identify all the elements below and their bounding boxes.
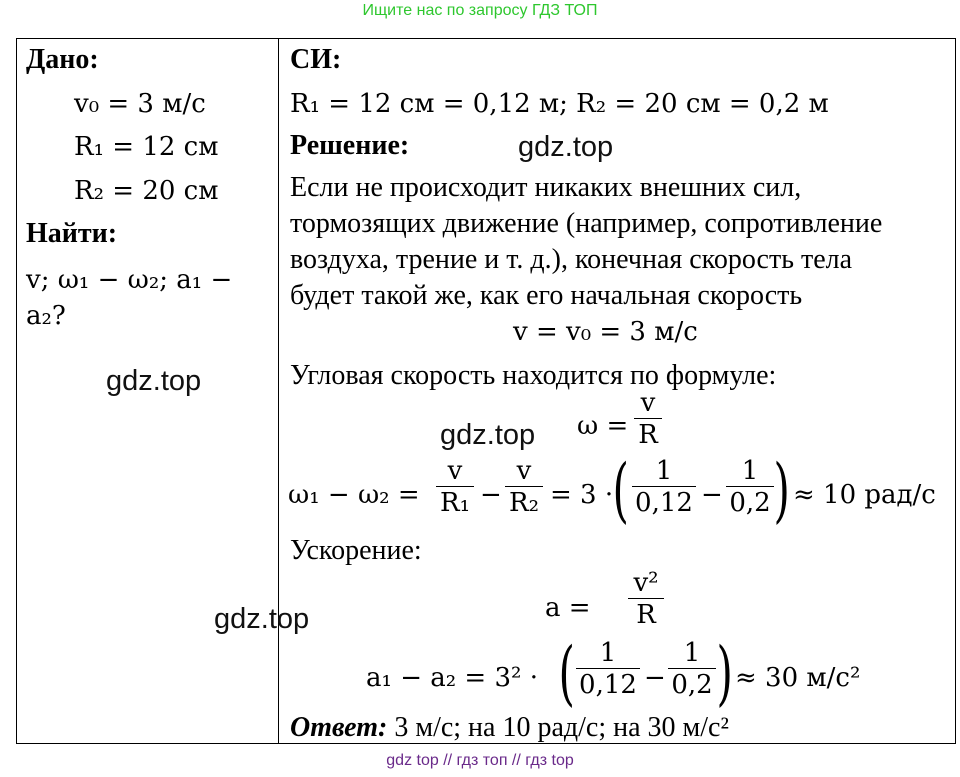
solution-text-line-3: воздуха, трение и т. д.), конечная скорость тела (290, 244, 853, 275)
fraction-numerator: v (447, 456, 463, 486)
minus-sign: − (644, 663, 666, 693)
a-diff-result: ≈ 30 м/с² (735, 663, 861, 693)
minus-sign: − (701, 480, 723, 510)
solution-text-line-1: Если не происходит никаких внешних сил, (290, 172, 802, 203)
fraction-denominator: 0,12 (635, 488, 693, 518)
fraction-numerator: 1 (741, 456, 759, 486)
fraction-numerator: 1 (655, 456, 673, 486)
fraction-numerator: 1 (599, 638, 617, 668)
watermark: gdz.top (106, 365, 202, 397)
fraction-numerator: v (640, 388, 656, 418)
watermark: gdz.top (518, 131, 614, 163)
left-paren: ( (612, 449, 629, 531)
given-r2: R₂ = 20 см (74, 176, 219, 206)
fraction-numerator: 1 (683, 638, 701, 668)
a-lhs: a = (545, 593, 591, 623)
right-paren: ) (716, 632, 733, 714)
bottom-banner: gdz top // гдз топ // гдз top (386, 752, 574, 769)
fraction-v-over-r2 (505, 456, 543, 519)
answer-label: Ответ: (290, 712, 388, 743)
fraction-1-over-012 (632, 456, 696, 519)
fraction-v-over-r1 (436, 456, 474, 519)
acceleration-text: Ускорение: (290, 535, 422, 566)
fraction-numerator: v (516, 456, 532, 486)
omega-lhs: ω = (577, 411, 629, 441)
omega-diff-result: ≈ 10 рад/с (793, 480, 936, 510)
fraction-1-over-012 (576, 638, 640, 701)
fraction-v2-over-r (628, 568, 664, 631)
fraction-denominator: 0,2 (729, 488, 771, 518)
fraction-denominator: R (638, 420, 658, 450)
omega-diff-lhs: ω₁ − ω₂ = (288, 480, 420, 510)
diff-middle: = 3 · (550, 480, 614, 510)
find-line-1: v; ω₁ − ω₂; a₁ − (26, 265, 233, 295)
given-heading: Дано: (26, 44, 99, 75)
fraction-1-over-02 (726, 456, 774, 519)
solution-heading: Решение: (290, 130, 410, 161)
answer-text: 3 м/с; на 10 рад/с; на 30 м/с² (387, 712, 729, 743)
fraction-denominator: 0,2 (671, 670, 713, 700)
fraction-denominator: R₁ (440, 488, 470, 518)
equation-v: v = v₀ = 3 м/с (513, 317, 698, 347)
a-diff-lhs: a₁ − a₂ = 3² · (366, 663, 538, 693)
given-v0: v₀ = 3 м/с (74, 89, 206, 119)
fraction-denominator: R (636, 600, 656, 630)
watermark: gdz.top (440, 419, 536, 451)
fraction-denominator: R₂ (509, 488, 539, 518)
answer-line (290, 712, 729, 744)
watermark: gdz.top (214, 603, 310, 635)
right-paren: ) (773, 449, 790, 531)
minus-sign: − (480, 480, 502, 510)
find-line-2: a₂? (26, 301, 66, 331)
fraction-v-over-r (634, 388, 662, 451)
fraction-1-over-02 (668, 638, 716, 701)
given-r1: R₁ = 12 см (74, 132, 219, 162)
angular-velocity-text: Угловая скорость находится по формуле: (290, 360, 777, 391)
si-line: R₁ = 12 см = 0,12 м; R₂ = 20 см = 0,2 м (290, 89, 829, 119)
fraction-numerator: v² (633, 568, 659, 598)
top-banner: Ищите нас по запросу ГДЗ ТОП (362, 2, 598, 19)
left-paren: ( (558, 632, 575, 714)
fraction-denominator: 0,12 (579, 670, 637, 700)
solution-text-line-2: тормозящих движение (например, сопротивление (290, 208, 883, 239)
column-divider (278, 38, 279, 744)
solution-text-line-4: будет такой же, как его начальная скорость (290, 280, 803, 311)
si-heading: СИ: (290, 44, 342, 75)
find-heading: Найти: (26, 218, 118, 249)
